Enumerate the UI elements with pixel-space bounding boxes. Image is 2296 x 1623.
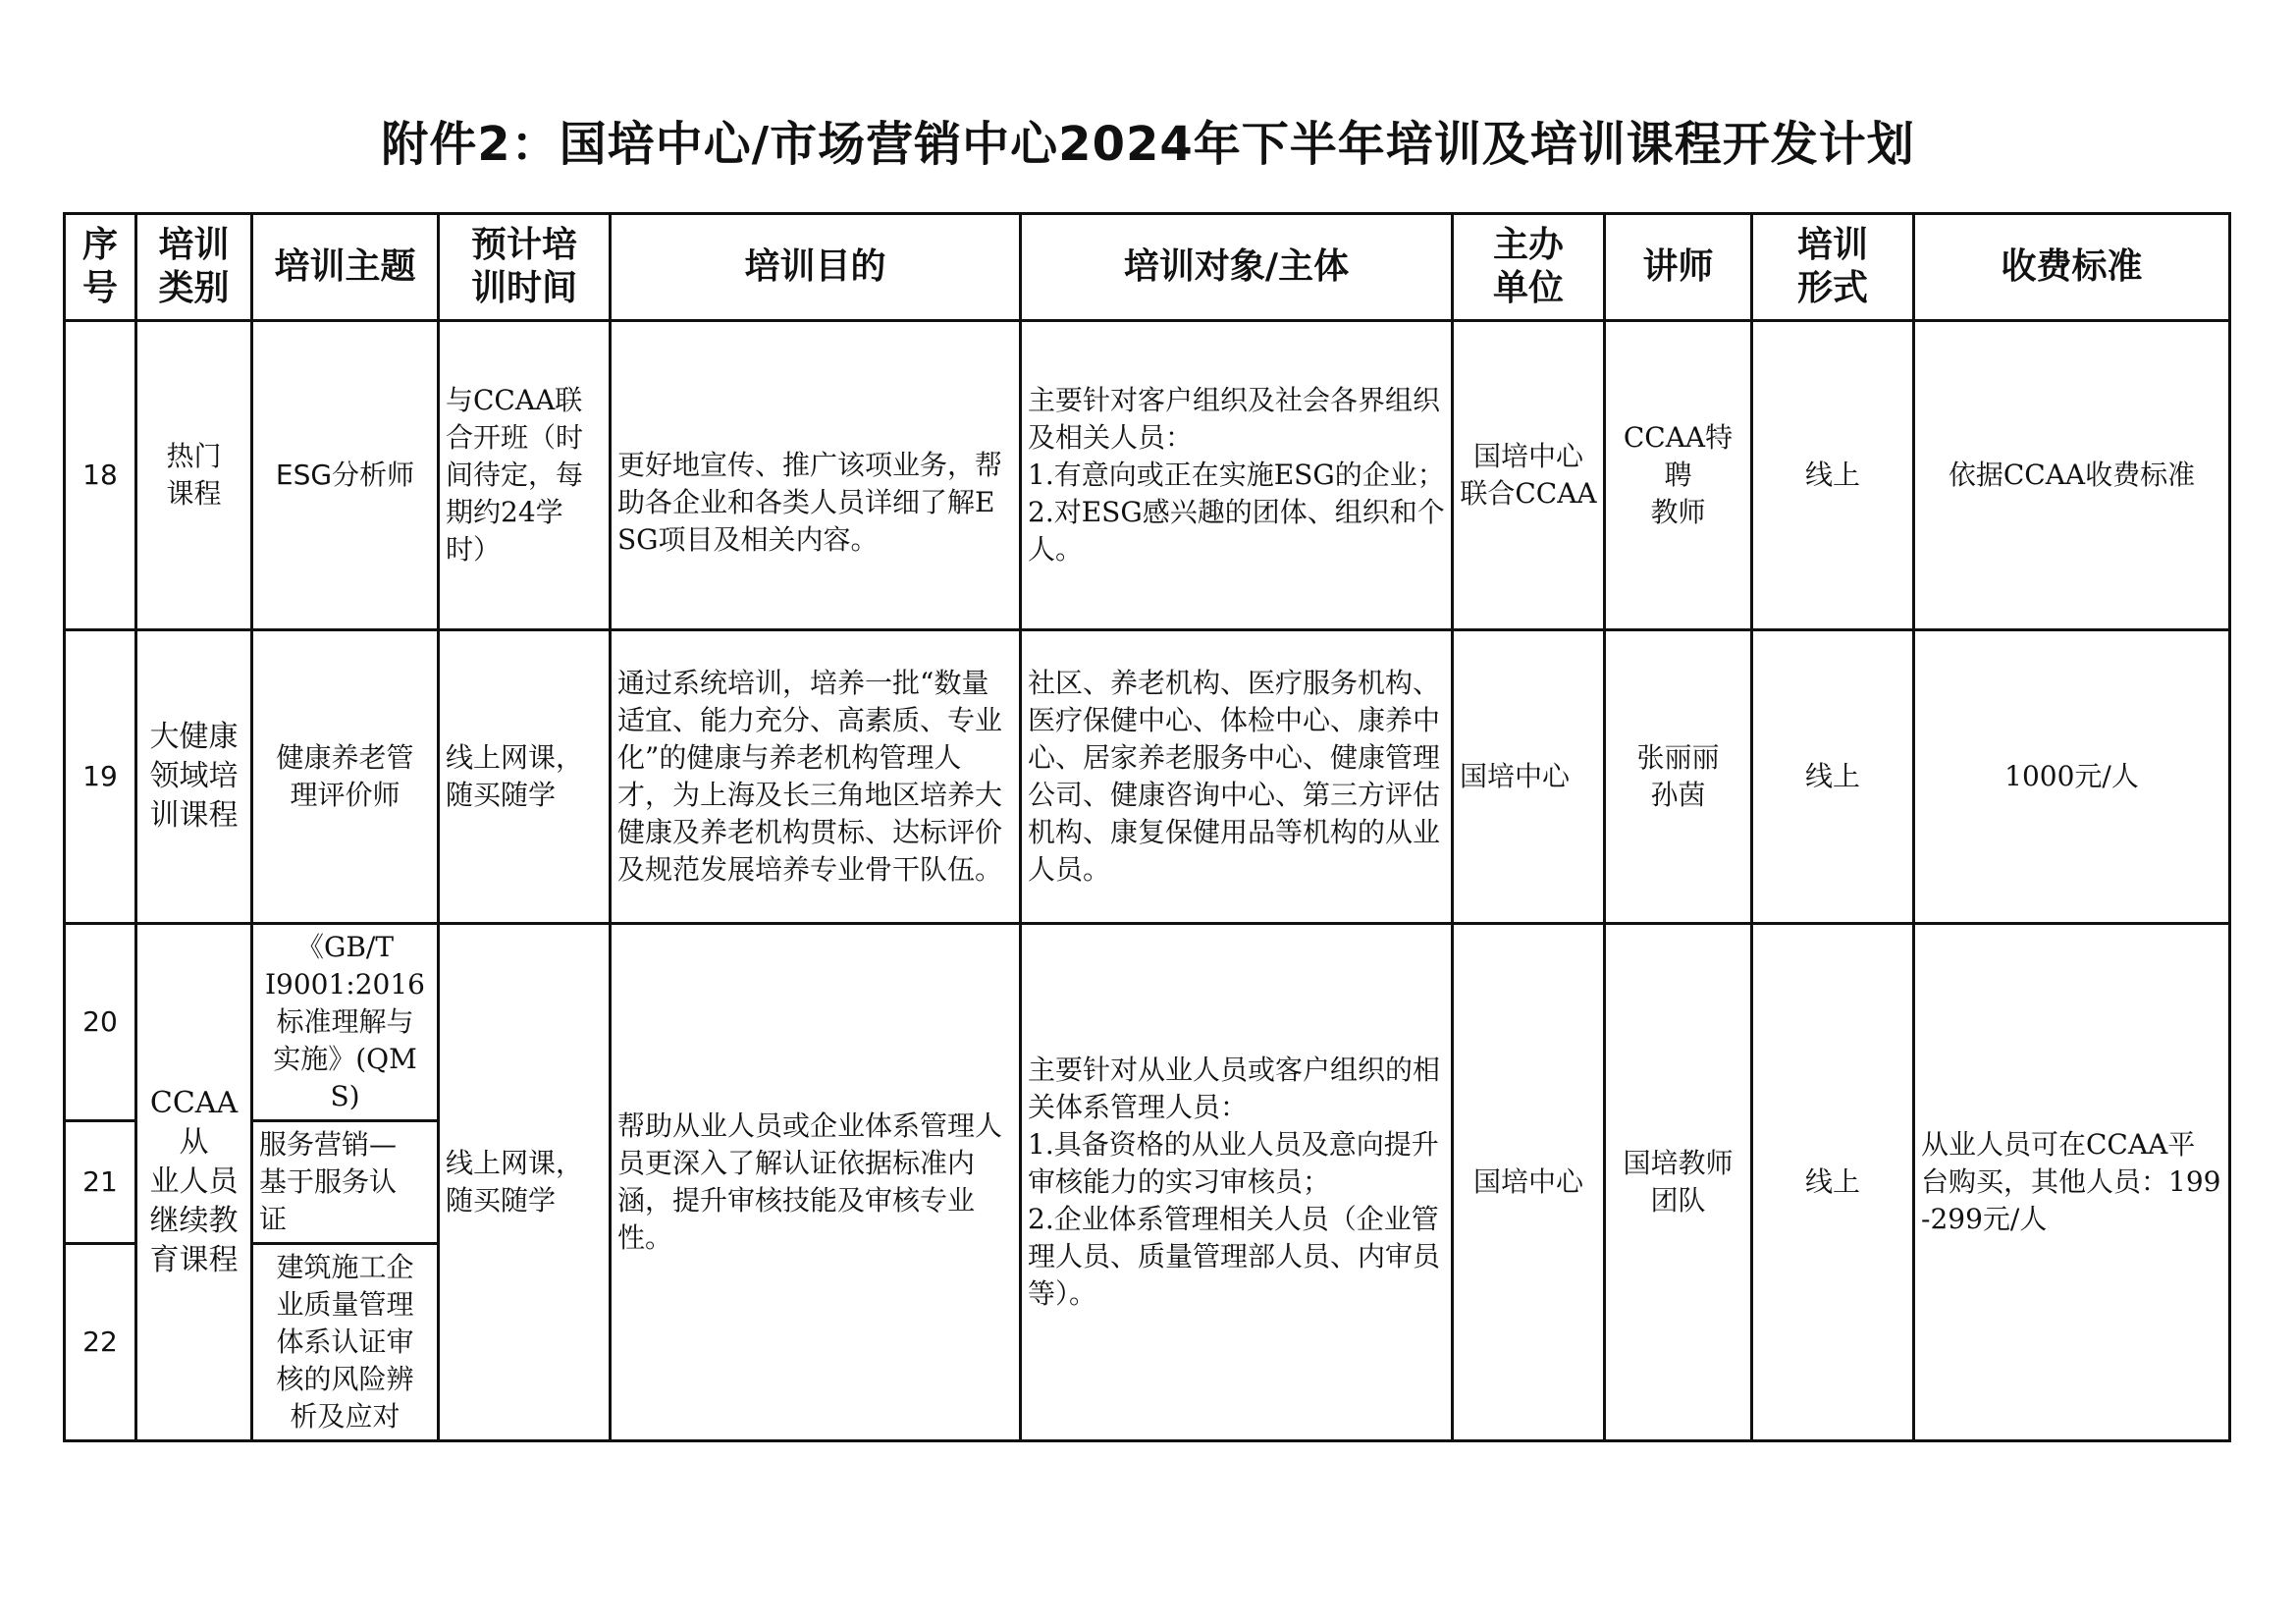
cell-audience: 主要针对客户组织及社会各界组织及相关人员： 1.有意向或正在实施ESG的企业； 2.对ESG感兴趣的团体、组织和个人。 bbox=[1021, 321, 1453, 630]
header-topic: 培训主题 bbox=[252, 214, 439, 321]
cell-organizer: 国培中心 bbox=[1453, 924, 1605, 1441]
cell-fee: 1000元/人 bbox=[1914, 630, 2230, 924]
cell-category: 热门 课程 bbox=[136, 321, 252, 630]
cell-lecturer: CCAA特聘 教师 bbox=[1605, 321, 1752, 630]
cell-audience: 主要针对从业人员或客户组织的相关体系管理人员： 1.具备资格的从业人员及意向提升审核能力的实习审核员； 2.企业体系管理相关人员（企业管理人员、质量管理部人员、内审员等）。 bbox=[1021, 924, 1453, 1441]
page-title: 附件2：国培中心/市场营销中心2024年下半年培训及培训课程开发计划 bbox=[381, 117, 1915, 172]
header-organizer: 主办 单位 bbox=[1453, 214, 1605, 321]
cell-lecturer: 国培教师 团队 bbox=[1605, 924, 1752, 1441]
cell-format: 线上 bbox=[1752, 321, 1914, 630]
header-audience: 培训对象/主体 bbox=[1021, 214, 1453, 321]
table-row bbox=[65, 321, 2230, 630]
cell-time: 线上网课， 随买随学 bbox=[439, 924, 611, 1441]
cell-organizer: 国培中心 bbox=[1453, 630, 1605, 924]
header-row bbox=[65, 214, 2230, 321]
cell-category: CCAA从 业人员 继续教 育课程 bbox=[136, 924, 252, 1441]
cell-format: 线上 bbox=[1752, 630, 1914, 924]
cell-purpose: 通过系统培训，培养一批“数量适宜、能力充分、高素质、专业化”的健康与养老机构管理人才，为上海及长三角地区培养大健康及养老机构贯标、达标评价及规范发展培养专业骨干队伍。 bbox=[611, 630, 1021, 924]
cell-format: 线上 bbox=[1752, 924, 1914, 1441]
cell-seq: 19 bbox=[65, 630, 136, 924]
cell-purpose: 帮助从业人员或企业体系管理人员更深入了解认证依据标准内涵，提升审核技能及审核专业性。 bbox=[611, 924, 1021, 1441]
training-plan-table bbox=[63, 212, 2231, 1442]
cell-seq: 21 bbox=[65, 1121, 136, 1244]
cell-time: 与CCAA联合开班（时间待定，每期约24学时） bbox=[439, 321, 611, 630]
cell-topic: 健康养老管 理评价师 bbox=[252, 630, 439, 924]
cell-fee: 依据CCAA收费标准 bbox=[1914, 321, 2230, 630]
cell-seq: 22 bbox=[65, 1244, 136, 1441]
header-purpose: 培训目的 bbox=[611, 214, 1021, 321]
header-lecturer: 讲师 bbox=[1605, 214, 1752, 321]
cell-audience: 社区、养老机构、医疗服务机构、医疗保健中心、体检中心、康养中心、居家养老服务中心、健康管理公司、健康咨询中心、第三方评估机构、康复保健用品等机构的从业人员。 bbox=[1021, 630, 1453, 924]
cell-topic: 《GB/T I9001:2016 标准理解与 实施》(QMS) bbox=[252, 924, 439, 1121]
cell-topic: ESG分析师 bbox=[252, 321, 439, 630]
table-row bbox=[65, 630, 2230, 924]
cell-topic: 服务营销— 基于服务认 证 bbox=[252, 1121, 439, 1244]
cell-topic: 建筑施工企 业质量管理 体系认证审 核的风险辨 析及应对 bbox=[252, 1244, 439, 1441]
header-format: 培训 形式 bbox=[1752, 214, 1914, 321]
cell-category: 大健康 领域培 训课程 bbox=[136, 630, 252, 924]
table-row bbox=[65, 924, 2230, 1121]
cell-purpose: 更好地宣传、推广该项业务，帮助各企业和各类人员详细了解ESG项目及相关内容。 bbox=[611, 321, 1021, 630]
cell-lecturer: 张丽丽 孙茵 bbox=[1605, 630, 1752, 924]
header-category: 培训 类别 bbox=[136, 214, 252, 321]
header-time: 预计培 训时间 bbox=[439, 214, 611, 321]
cell-seq: 18 bbox=[65, 321, 136, 630]
cell-organizer: 国培中心 联合CCAA bbox=[1453, 321, 1605, 630]
header-seq: 序 号 bbox=[65, 214, 136, 321]
header-fee: 收费标准 bbox=[1914, 214, 2230, 321]
cell-time: 线上网课， 随买随学 bbox=[439, 630, 611, 924]
cell-fee: 从业人员可在CCAA平台购买，其他人员：199-299元/人 bbox=[1914, 924, 2230, 1441]
cell-seq: 20 bbox=[65, 924, 136, 1121]
